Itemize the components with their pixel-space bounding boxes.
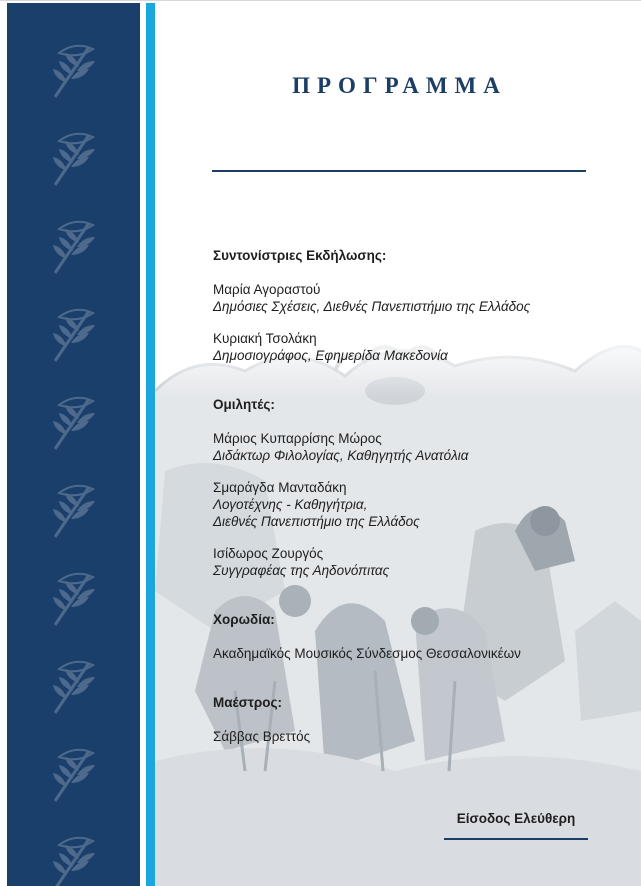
accent-stripe xyxy=(146,3,155,886)
person-role: Διεθνές Πανεπιστήμιο της Ελλάδος xyxy=(213,514,420,529)
person-name: Ισίδωρος Ζουργός xyxy=(213,546,324,561)
page-title: ΠΡΟΓΡΑΜΜΑ xyxy=(292,73,507,98)
section-heading-choir: Χορωδία: xyxy=(213,612,275,627)
free-entrance-label: Είσοδος Ελεύθερη xyxy=(456,811,576,826)
olive-branch-sword-icon xyxy=(49,655,97,719)
olive-branch-sword-icon xyxy=(49,479,97,543)
program-content xyxy=(213,247,613,745)
olive-branch-sword-icon xyxy=(49,39,97,103)
olive-branch-sword-icon xyxy=(49,127,97,191)
person-role: Διδάκτωρ Φιλολογίας, Καθηγητής Ανατόλια xyxy=(213,448,469,463)
olive-branch-sword-icon xyxy=(49,391,97,455)
speaker-entry xyxy=(213,545,613,579)
olive-branch-sword-icon xyxy=(49,831,97,886)
olive-branch-sword-icon xyxy=(49,567,97,631)
person-name: Μάριος Κυπαρρίσης Μώρος xyxy=(213,431,382,446)
olive-branch-sword-icon xyxy=(49,303,97,367)
person-name: Μαρία Αγοραστού xyxy=(213,282,321,297)
person-role: Δημόσιες Σχέσεις, Διεθνές Πανεπιστήμιο της Ελλάδος xyxy=(213,299,531,314)
choir-name: Ακαδημαϊκός Μουσικός Σύνδεσμος Θεσσαλονικέων xyxy=(213,646,521,661)
person-role: Συγγραφέας της Αηδονόπιτας xyxy=(213,563,390,578)
section-heading-conductor: Μαέστρος: xyxy=(213,695,283,710)
person-role: Δημοσιογράφος, Εφημερίδα Μακεδονία xyxy=(213,348,448,363)
person-role: Λογοτέχνης - Καθηγήτρια, xyxy=(213,497,368,512)
speaker-entry xyxy=(213,430,613,464)
section-heading-speakers: Ομιλητές: xyxy=(213,397,275,412)
coordinator-entry xyxy=(213,330,613,364)
title-divider xyxy=(212,170,586,172)
decorative-sidebar xyxy=(7,3,140,886)
olive-branch-sword-icon xyxy=(49,743,97,807)
olive-branch-sword-icon xyxy=(49,215,97,279)
entrance-divider xyxy=(444,838,588,840)
person-name: Κυριακή Τσολάκη xyxy=(213,331,317,346)
coordinator-entry xyxy=(213,281,613,315)
conductor-name: Σάββας Βρεττός xyxy=(213,729,311,744)
section-heading-coordinators: Συντονίστριες Εκδήλωσης: xyxy=(213,248,387,263)
person-name: Σμαράγδα Μανταδάκη xyxy=(213,480,347,495)
speaker-entry xyxy=(213,479,613,530)
